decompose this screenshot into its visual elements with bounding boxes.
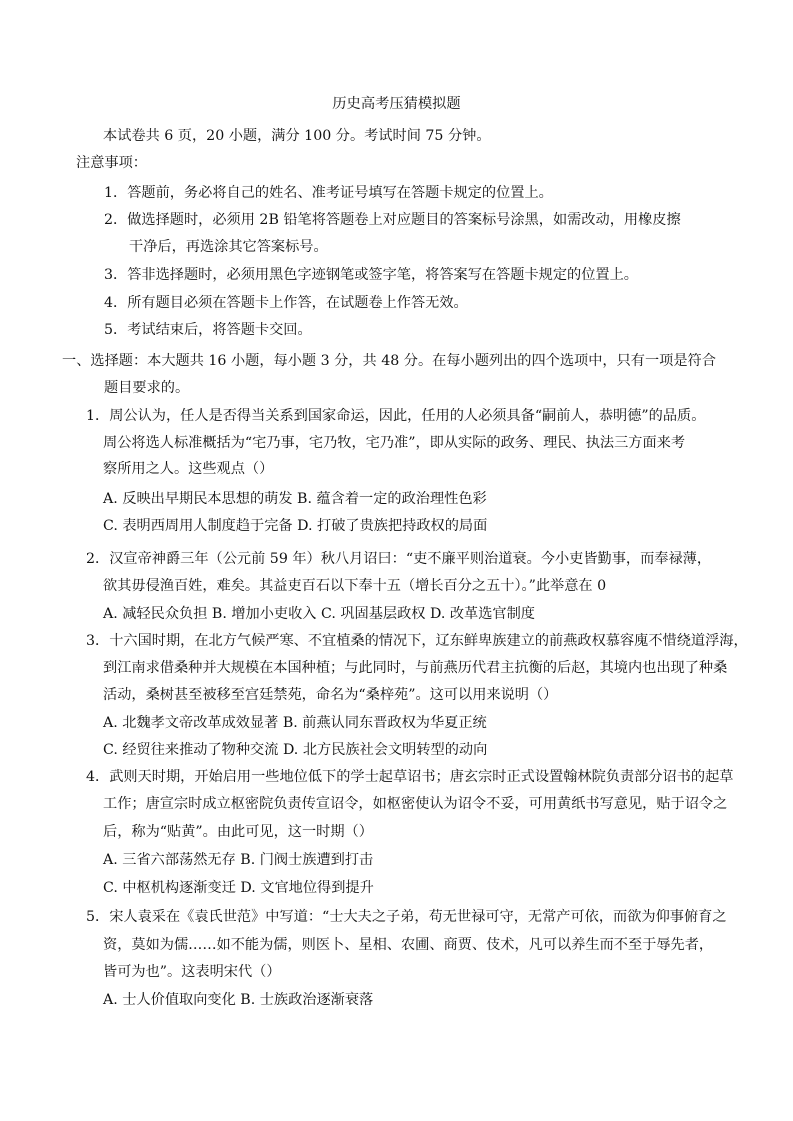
question-4-stem: 工作；唐宣宗时成立枢密院负责传宣诏令，如枢密使认为诏令不妥，可用黄纸书写意见，贴于诏令之 — [103, 796, 728, 812]
question-1-options: C. 表明西周用人制度趋于完备 D. 打破了贵族把持政权的局面 — [103, 518, 488, 534]
question-5-stem: 5．宋人袁采在《袁氏世范》中写道：“士大夫之子弟，苟无世禄可守，无常产可依，而欲为仰事俯育之 — [86, 909, 727, 925]
exam-intro: 本试卷共 6 页，20 小题，满分 100 分。考试时间 75 分钟。 — [103, 128, 491, 144]
notice-item: 3．答非选择题时，必须用黑色字迹钢笔或签字笔，将答案写在答题卡规定的位置上。 — [104, 267, 638, 283]
question-3-stem: 3．十六国时期，在北方气候严寒、不宜植桑的情况下，辽东鲜卑族建立的前燕政权慕容廆不惜绕道浮海， — [86, 633, 748, 649]
question-4-stem: 后，称为“贴黄”。由此可见，这一时期（） — [103, 824, 373, 840]
section-heading-continued: 题目要求的。 — [104, 380, 190, 396]
exam-title: 历史高考压猜模拟题 — [332, 96, 461, 112]
question-4-options: A. 三省六部荡然无存 B. 门阀士族遭到打击 — [103, 852, 374, 868]
question-3-stem: 到江南求借桑种并大规模在本国种植；与此同时，与前燕历代君主抗衡的后赵，其境内也出现了种桑 — [103, 660, 728, 676]
question-3-stem: 活动，桑树甚至被移至宫廷禁苑，命名为“桑梓苑”。这可以用来说明（） — [103, 687, 558, 703]
question-5-stem: 皆可为也”。这表明宋代（） — [103, 964, 281, 980]
notice-item: 5．考试结束后，将答题卡交回。 — [104, 322, 312, 338]
question-4-stem: 4．武则天时期，开始启用一些地位低下的学士起草诏书；唐玄宗时正式设置翰林院负责部分诏书的起草 — [86, 769, 734, 785]
question-1-stem: 1．周公认为，任人是否得当关系到国家命运，因此，任用的人必须具备“嗣前人，恭明德”的品质。 — [86, 408, 706, 424]
question-5-stem: 资，莫如为儒……如不能为儒，则医卜、星相、农圃、商贾、伎术，凡可以养生而不至于辱先者， — [103, 937, 714, 953]
question-2-stem: 欲其毋侵渔百姓，难矣。其益吏百石以下奉十五（增长百分之五十）。”此举意在 0 — [103, 578, 607, 594]
notice-heading: 注意事项： — [76, 155, 147, 171]
question-3-options: A. 北魏孝文帝改革成效显著 B. 前燕认同东晋政权为华夏正统 — [103, 715, 487, 731]
question-5-options: A. 士人价值取向变化 B. 士族政治逐渐衰落 — [103, 992, 374, 1008]
question-4-options: C. 中枢机构逐渐变迁 D. 文官地位得到提升 — [103, 880, 374, 896]
notice-item: 2．做选择题时，必须用 2B 铅笔将答题卷上对应题目的答案标号涂黑，如需改动，用橡皮擦 — [104, 212, 681, 228]
notice-item-continued: 干净后，再选涂其它答案标号。 — [129, 239, 328, 255]
question-2-options: A. 减轻民众负担 B. 增加小吏收入 C. 巩固基层政权 D. 改革选官制度 — [103, 606, 535, 622]
question-1-options: A. 反映出早期民本思想的萌发 B. 蕴含着一定的政治理性色彩 — [103, 491, 487, 507]
question-2-stem: 2．汉宣帝神爵三年（公元前 59 年）秋八月诏曰：“吏不廉平则治道衰。今小吏皆勤事，而奉禄薄， — [86, 551, 712, 567]
question-1-stem: 周公将选人标准概括为“宅乃事，宅乃牧，宅乃准”，即从实际的政务、理民、执法三方面来考 — [103, 435, 686, 451]
notice-item: 1．答题前，务必将自己的姓名、准考证号填写在答题卡规定的位置上。 — [104, 185, 553, 201]
question-3-options: C. 经贸往来推动了物种交流 D. 北方民族社会文明转型的动向 — [103, 742, 488, 758]
question-1-stem: 察所用之人。这些观点（） — [103, 461, 274, 477]
section-heading: 一、选择题：本大题共 16 小题，每小题 3 分，共 48 分。在每小题列出的四个选项中，只有一项是符合 — [62, 353, 716, 369]
notice-item: 4．所有题目必须在答题卡上作答，在试题卷上作答无效。 — [104, 295, 468, 311]
